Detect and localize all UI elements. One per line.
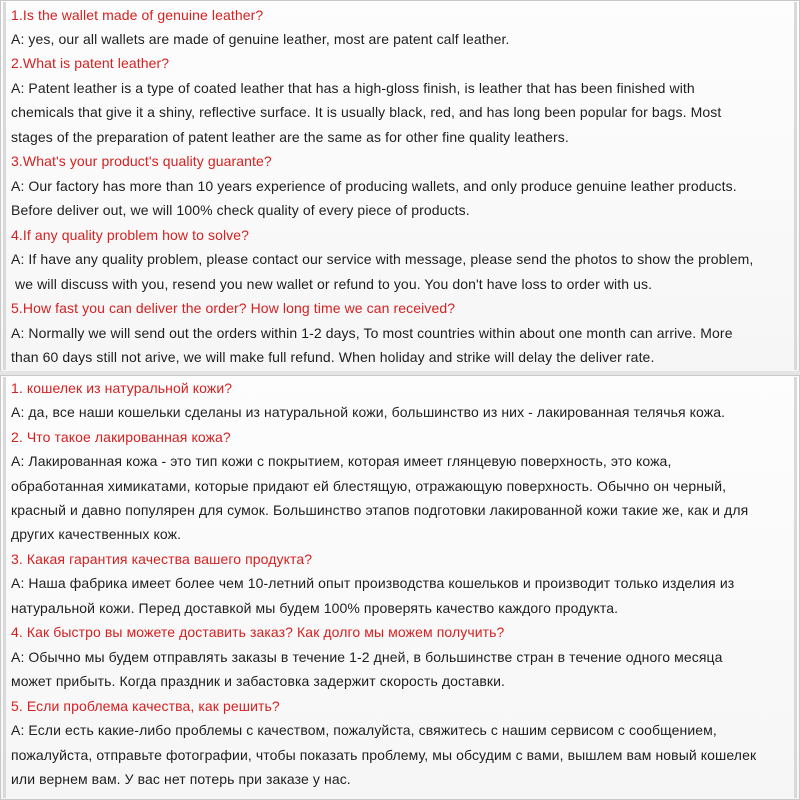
faq-answer-line: A: Normally we will send out the orders within 1-2 days, To most countries within about one month can arrive. More	[11, 325, 733, 341]
faq-answer-line: Before deliver out, we will 100% check quality of every piece of products.	[11, 202, 470, 218]
faq-question: 1.Is the wallet made of genuine leather?	[11, 7, 264, 23]
faq-answer-line: A: Обычно мы будем отправлять заказы в течение 1-2 дней, в большинстве стран в течение одного месяца	[11, 649, 723, 665]
faq-answer-line: A: Лакированная кожа - это тип кожи с покрытием, которая имеет глянцевую поверхность, это кожа,	[11, 453, 672, 469]
faq-answer-line: A: Если есть какие-либо проблемы с качеством, пожалуйста, свяжитесь с нашим сервисом с сообщением,	[11, 722, 717, 738]
faq-question: 1. кошелек из натуральной кожи?	[11, 380, 233, 396]
panel-edge-right	[794, 2, 797, 370]
faq-answer-line: A: Patent leather is a type of coated leather that has a high-gloss finish, is leather that has been finished with	[11, 80, 695, 96]
panel-edge-right	[794, 377, 797, 798]
faq-answer-line: we will discuss with you, resend you new wallet or refund to you. You don't have loss to order with us.	[15, 276, 653, 292]
faq-answer-line: chemicals that give it a shiny, reflective surface. It is usually black, red, and has long been popular for bags. Most	[11, 104, 722, 120]
faq-answer-line: или вернем вам. У вас нет потерь при заказе у нас.	[11, 771, 351, 787]
panel-edge-left	[3, 2, 6, 370]
faq-answer-line: может прибыть. Когда праздник и забастовка задержит скорость доставки.	[11, 673, 506, 689]
faq-question: 4.If any quality problem how to solve?	[11, 227, 250, 243]
faq-answer-line: stages of the preparation of patent leather are the same as for other fine quality leathers.	[11, 129, 569, 145]
faq-answer-line: других качественных кож.	[11, 526, 182, 542]
faq-question: 3.What's your product's quality guarante?	[11, 153, 272, 169]
panel-edge-left	[3, 377, 6, 798]
faq-answer-line: than 60 days still not arive, we will make full refund. When holiday and strike will delay the deliver rate.	[11, 349, 655, 365]
faq-question: 5.How fast you can deliver the order? How long time we can received?	[11, 300, 456, 316]
faq-answer-line: пожалуйста, отправьте фотографии, чтобы показать проблему, мы обсудим с вами, вышлем вам новый кошелек	[11, 747, 757, 763]
faq-answer-line: A: yes, our all wallets are made of genuine leather, most are patent calf leather.	[11, 31, 510, 47]
faq-answer-line: A: If have any quality problem, please contact our service with message, please send the photos to show the problem,	[11, 251, 754, 267]
faq-answer-line: A: да, все наши кошельки сделаны из натуральной кожи, большинство из них - лакированная телячья кожа.	[11, 404, 726, 420]
faq-answer-line: натуральной кожи. Перед доставкой мы будем 100% проверять качество каждого продукта.	[11, 600, 619, 616]
faq-answer-line: A: Our factory has more than 10 years experience of producing wallets, and only produce genuine leather products.	[11, 178, 737, 194]
faq-question: 2. Что такое лакированная кожа?	[11, 429, 231, 445]
faq-question: 3. Какая гарантия качества вашего продукта?	[11, 551, 313, 567]
faq-answer-line: A: Наша фабрика имеет более чем 10-летний опыт производства кошельков и производит только изделия из	[11, 575, 735, 591]
faq-question: 4. Как быстро вы можете доставить заказ? Как долго мы можем получить?	[11, 624, 505, 640]
faq-answer-line: красный и давно популярен для сумок. Большинство этапов подготовки лакированной кожи такие же, как и для	[11, 502, 749, 518]
faq-answer-line: обработанная химикатами, которые придают ей блестящую, отражающую поверхность. Обычно он черный,	[11, 478, 727, 494]
faq-question: 5. Если проблема качества, как решить?	[11, 698, 280, 714]
faq-question: 2.What is patent leather?	[11, 55, 170, 71]
